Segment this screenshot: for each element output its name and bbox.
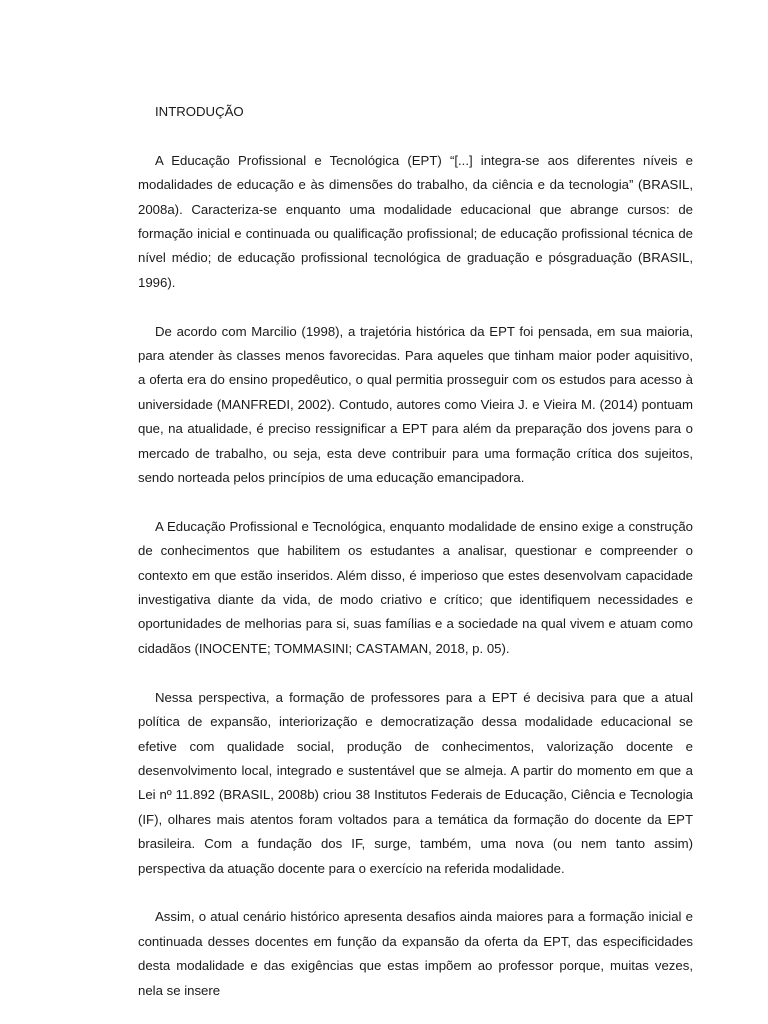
paragraph-5: Assim, o atual cenário histórico apresenta desafios ainda maiores para a formação inicial e continuada desses docentes em função da expansão da oferta da EPT, das especificidades desta modalidade e das exigências que estas impõem ao professor porque, muitas vezes, nela se insere — [138, 909, 693, 998]
paragraph-3: A Educação Profissional e Tecnológica, enquanto modalidade de ensino exige a construção de conhecimentos que habilitem os estudantes a analisar, questionar e compreender o contexto em que estão inseridos. Além disso, é imperioso que estes desenvolvam capacidade investigativa diante da vida, de modo criativo e crítico; que identifiquem necessidades e oportunidades de melhorias para si, suas famílias e a sociedade na qual vivem e atuam como cidadãos (INOCENTE; TOMMASINI; CASTAMAN, 2018, p. 05). — [138, 518, 693, 656]
section-title: INTRODUÇÃO — [155, 104, 244, 119]
document-body — [138, 100, 693, 1003]
paragraph-1: A Educação Profissional e Tecnológica (EPT) “[...] integra-se aos diferentes níveis e modalidades de educação e às dimensões do trabalho, da ciência e da tecnologia” (BRASIL, 2008a). Caracteriza-se enquanto uma modalidade educacional que abrange cursos: de formação inicial e continuada ou qualificação profissional; de educação profissional técnica de nível médio; de educação profissional tecnológica de graduação e pósgraduação (BRASIL, 1996). — [138, 152, 693, 290]
paragraph-2: De acordo com Marcilio (1998), a trajetória histórica da EPT foi pensada, em sua maioria, para atender às classes menos favorecidas. Para aqueles que tinham maior poder aquisitivo, a oferta era do ensino propedêutico, o qual permitia prosseguir com os estudos para acesso à universidade (MANFREDI, 2002). Contudo, autores como Vieira J. e Vieira M. (2014) pontuam que, na atualidade, é preciso ressignificar a EPT para além da preparação dos jovens para o mercado de trabalho, ou seja, esta deve contribuir para uma formação crítica dos sujeitos, sendo norteada pelos princípios de uma educação emancipadora. — [138, 323, 693, 486]
paragraph-4: Nessa perspectiva, a formação de professores para a EPT é decisiva para que a atual política de expansão, interiorização e democratização dessa modalidade educacional se efetive com qualidade social, produção de conhecimentos, valorização docente e desenvolvimento local, integrado e sustentável que se almeja. A partir do momento em que a Lei nº 11.892 (BRASIL, 2008b) criou 38 Institutos Federais de Educação, Ciência e Tecnologia (IF), olhares mais atentos foram voltados para a temática da formação do docente da EPT brasileira. Com a fundação dos IF, surge, também, uma nova (ou nem tanto assim) perspectiva da atuação docente para o exercício na referida modalidade. — [138, 689, 693, 876]
